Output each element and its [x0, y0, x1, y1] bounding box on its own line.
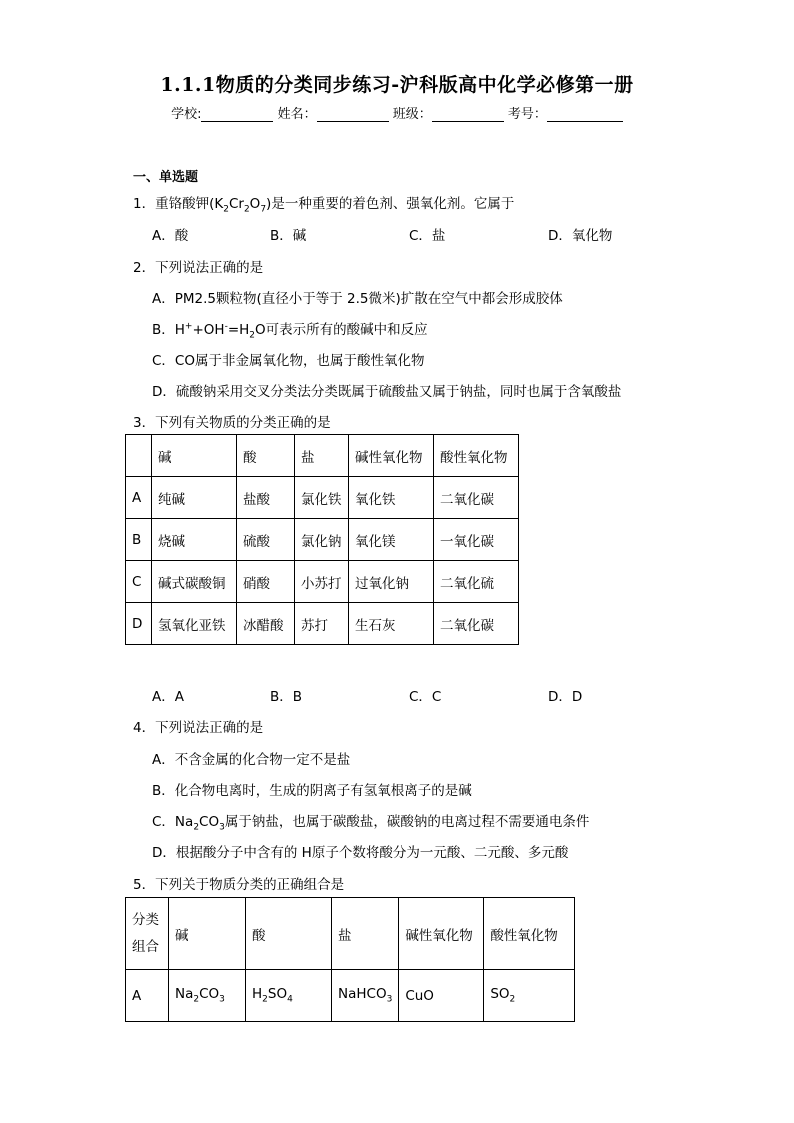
table-cell: 氧化铁 — [349, 477, 434, 519]
table-header-cell: 盐 — [332, 898, 399, 970]
q2-b-superscript: - — [224, 321, 228, 332]
table-cell: A — [126, 970, 169, 1022]
table-cell — [169, 970, 246, 1022]
table-header-cell: 碱 — [169, 898, 246, 970]
q1-stem-part: O — [249, 196, 261, 212]
q3-classification-table — [125, 434, 519, 645]
q1-subscript: 2 — [223, 204, 229, 215]
table-cell: 二氧化碳 — [434, 603, 519, 645]
table-cell: 小苏打 — [295, 561, 349, 603]
table-cell: D — [126, 603, 152, 645]
formula-subscript: 2 — [509, 994, 516, 1005]
q1-stem-part: Cr — [228, 196, 244, 212]
table-cell: 一氧化碳 — [434, 519, 519, 561]
table-header-cell: 碱性氧化物 — [399, 898, 484, 970]
table-row — [126, 603, 519, 645]
question-3-stem: 3．下列有关物质的分类正确的是 — [133, 415, 331, 431]
table-header-cell: 酸性氧化物 — [484, 898, 575, 970]
q4-c-subscript: 3 — [219, 822, 225, 833]
section-heading: 一、单选题 — [133, 170, 199, 185]
table-cell: 碱式碳酸铜 — [152, 561, 237, 603]
formula-part: CO — [199, 986, 220, 1003]
q1-option-a[interactable]: A．酸 — [152, 228, 189, 244]
formula-part: H — [252, 986, 263, 1003]
q4-c-subscript: 2 — [193, 822, 200, 833]
table-cell: 冰醋酸 — [237, 603, 295, 645]
q1-option-c[interactable]: C．盐 — [409, 228, 446, 244]
q1-stem-part: )是一种重要的着色剂、强氧化剂。它属于 — [266, 196, 515, 212]
q4-c-part: 属于钠盐，也属于碳酸盐，碳酸钠的电离过程不需要通电条件 — [224, 814, 590, 830]
name-field[interactable] — [317, 107, 389, 122]
table-cell: B — [126, 519, 152, 561]
header-line: 组合 — [132, 938, 159, 955]
table-cell: 氯化钠 — [295, 519, 349, 561]
question-1-stem — [133, 192, 514, 215]
table-header-cell: 盐 — [295, 435, 349, 477]
q2-b-superscript: + — [184, 321, 193, 332]
q2-b-subscript: 2 — [249, 330, 256, 341]
q2-b-part: B．H — [152, 322, 185, 338]
school-field[interactable] — [201, 107, 273, 122]
formula-subscript: 3 — [386, 994, 393, 1005]
table-cell: 二氧化硫 — [434, 561, 519, 603]
q3-option-d[interactable]: D．D — [548, 689, 583, 705]
formula-part: SO — [267, 986, 288, 1003]
table-header-row — [126, 435, 519, 477]
question-5-stem: 5．下列关于物质分类的正确组合是 — [133, 877, 345, 893]
table-cell: 生石灰 — [349, 603, 434, 645]
q4-option-b[interactable]: B．化合物电离时，生成的阴离子有氢氧根离子的是碱 — [152, 783, 472, 799]
page-title: 1.1.1物质的分类同步练习-沪科版高中化学必修第一册 — [160, 74, 634, 96]
q3-option-c[interactable]: C．C — [409, 689, 442, 705]
q5-classification-table — [125, 897, 575, 1022]
q1-option-d[interactable]: D．氧化物 — [548, 228, 613, 244]
table-header-cell — [126, 435, 152, 477]
formula-subscript: 4 — [287, 994, 293, 1005]
q3-option-a[interactable]: A．A — [152, 689, 184, 705]
q2-b-part: O可表示所有的酸碱中和反应 — [255, 322, 428, 338]
table-header-cell: 酸性氧化物 — [434, 435, 519, 477]
table-cell: C — [126, 561, 152, 603]
formula-subscript: 3 — [219, 994, 225, 1005]
table-row — [126, 477, 519, 519]
student-info-line — [0, 103, 794, 122]
table-cell: 过氧化钠 — [349, 561, 434, 603]
formula-subscript: 2 — [262, 994, 268, 1005]
table-header-cell: 碱性氧化物 — [349, 435, 434, 477]
q4-option-d[interactable]: D．根据酸分子中含有的 H原子个数将酸分为一元酸、二元酸、多元酸 — [152, 845, 569, 861]
formula-part: NaHCO — [338, 986, 387, 1003]
table-cell: CuO — [399, 970, 484, 1022]
table-row — [126, 519, 519, 561]
table-cell — [332, 970, 399, 1022]
class-label: 班级： — [392, 107, 432, 122]
table-cell: 硝酸 — [237, 561, 295, 603]
q4-c-part: C．Na — [152, 814, 194, 830]
table-cell — [484, 970, 575, 1022]
school-label: 学校: — [171, 107, 202, 122]
header-line: 分类 — [132, 911, 159, 928]
question-2-stem: 2．下列说法正确的是 — [133, 260, 264, 276]
q2-option-b[interactable] — [152, 318, 428, 341]
table-row — [126, 970, 575, 1022]
q1-option-b[interactable]: B．碱 — [270, 228, 307, 244]
table-cell: 氯化铁 — [295, 477, 349, 519]
table-cell: 氢氧化亚铁 — [152, 603, 237, 645]
table-cell: 氧化镁 — [349, 519, 434, 561]
q3-option-b[interactable]: B．B — [270, 689, 303, 705]
table-header-cell: 酸 — [246, 898, 332, 970]
table-header-cell: 酸 — [237, 435, 295, 477]
table-cell: A — [126, 477, 152, 519]
name-label: 姓名： — [277, 107, 317, 122]
q1-subscript: 2 — [243, 204, 250, 215]
question-4-stem: 4．下列说法正确的是 — [133, 720, 264, 736]
table-cell: 苏打 — [295, 603, 349, 645]
table-cell: 烧碱 — [152, 519, 237, 561]
q1-subscript: 7 — [260, 204, 267, 215]
q4-option-a[interactable]: A．不含金属的化合物一定不是盐 — [152, 752, 351, 768]
table-cell — [246, 970, 332, 1022]
q2-option-a[interactable]: A．PM2.5颗粒物(直径小于等于 2.5微米)扩散在空气中都会形成胶体 — [152, 291, 563, 307]
formula-part: SO — [490, 986, 510, 1003]
q2-option-c[interactable]: C．CO属于非金属氧化物，也属于酸性氧化物 — [152, 353, 425, 369]
table-cell: 纯碱 — [152, 477, 237, 519]
table-cell: 硫酸 — [237, 519, 295, 561]
table-header-cell: 碱 — [152, 435, 237, 477]
q4-c-part: CO — [199, 814, 220, 830]
q2-b-part: +OH — [192, 322, 225, 338]
table-header-row — [126, 898, 575, 970]
formula-part: Na — [175, 986, 194, 1003]
formula-subscript: 2 — [193, 994, 200, 1005]
q1-stem-part: 1．重铬酸钾(K — [133, 196, 224, 212]
q2-b-part: =H — [227, 322, 250, 338]
table-cell: 盐酸 — [237, 477, 295, 519]
q4-option-c[interactable] — [152, 810, 589, 833]
exam-no-field[interactable] — [547, 107, 623, 122]
table-row — [126, 561, 519, 603]
exam-no-label: 考号： — [507, 107, 547, 122]
class-field[interactable] — [432, 107, 504, 122]
q2-option-d[interactable]: D．硫酸钠采用交叉分类法分类既属于硫酸盐又属于钠盐，同时也属于含氧酸盐 — [152, 384, 622, 400]
table-cell: 二氧化碳 — [434, 477, 519, 519]
table-header-cell — [126, 898, 169, 970]
